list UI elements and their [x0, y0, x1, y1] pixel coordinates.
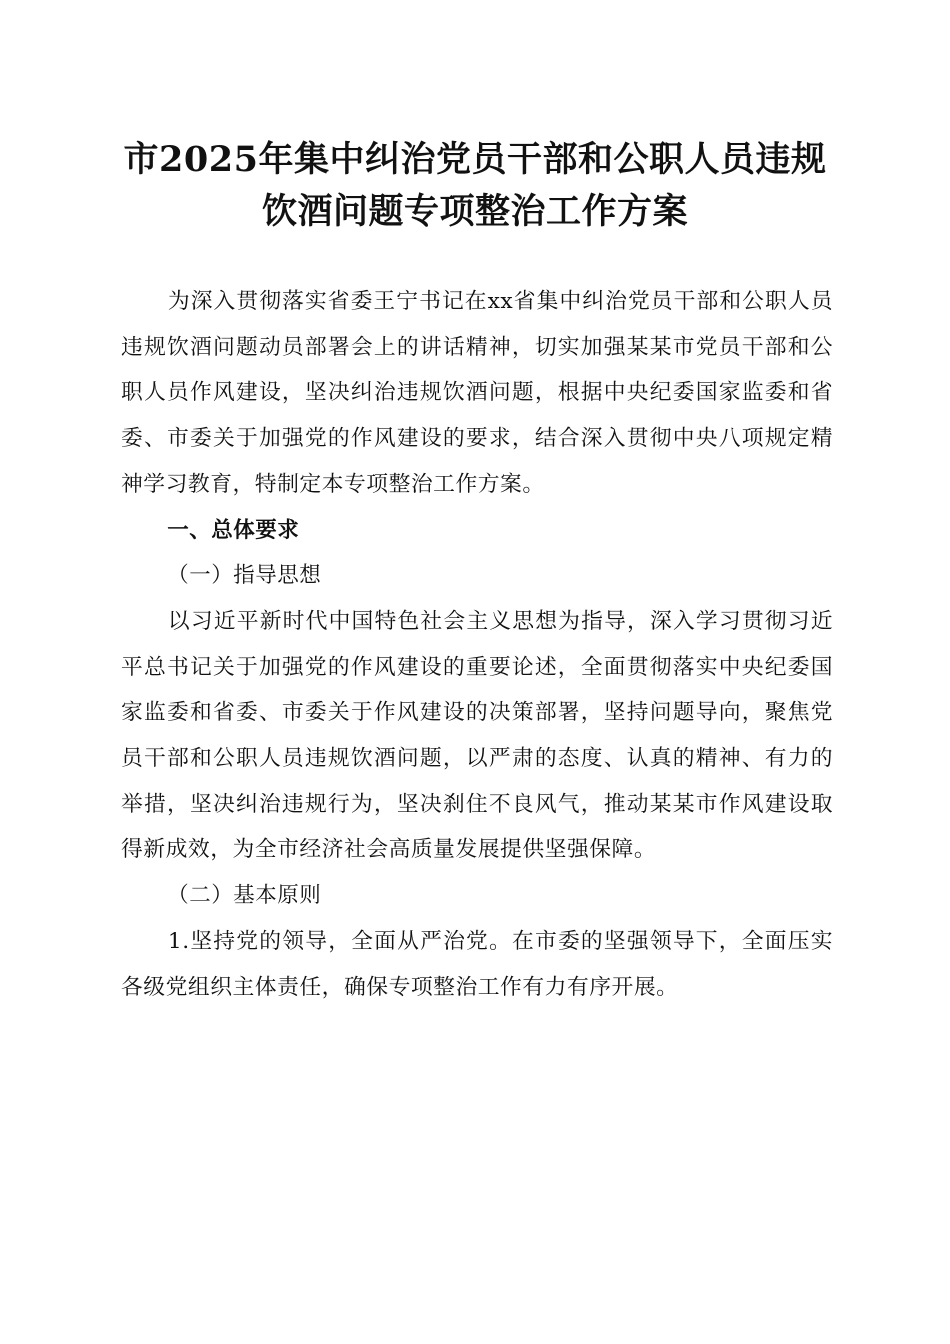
title-line-1: 市2025年集中纠治党员干部和公职人员违规 — [123, 139, 827, 180]
guiding-ideology-paragraph: 以习近平新时代中国特色社会主义思想为指导，深入学习贯彻习近平总书记关于加强党的作风建设的重要论述，全面贯彻落实中央纪委国家监委和省委、市委关于作风建设的决策部署，坚持问题导向，聚焦党员干部和公职人员违规饮酒问题，以严肃的态度、认真的精神、有力的举措，坚决纠治违规行为，坚决刹住不良风气，推动某某市作风建设取得新成效，为全市经济社会高质量发展提供坚强保障。 — [121, 608, 833, 863]
subsection-heading-guiding-ideology: （一）指导思想 — [167, 563, 322, 589]
section-heading-general-requirements: 一、总体要求 — [167, 517, 300, 543]
document-body — [121, 279, 833, 1010]
intro-paragraph: 为深入贯彻落实省委王宁书记在xx省集中纠治党员干部和公职人员违规饮酒问题动员部署会上的讲话精神，切实加强某某市党员干部和公职人员作风建设，坚决纠治违规饮酒问题，根据中央纪委国家监委和省委、市委关于加强党的作风建设的要求，结合深入贯彻中央八项规定精神学习教育，特制定本专项整治工作方案。 — [121, 289, 833, 497]
title-line-2: 饮酒问题专项整治工作方案 — [261, 191, 688, 232]
subsection-heading-basic-principles: （二）基本原则 — [167, 883, 322, 909]
document-title — [100, 134, 850, 238]
principle-1-paragraph: 1.坚持党的领导，全面从严治党。在市委的坚强领导下，全面压实各级党组织主体责任，确保专项整治工作有力有序开展。 — [121, 928, 833, 1000]
